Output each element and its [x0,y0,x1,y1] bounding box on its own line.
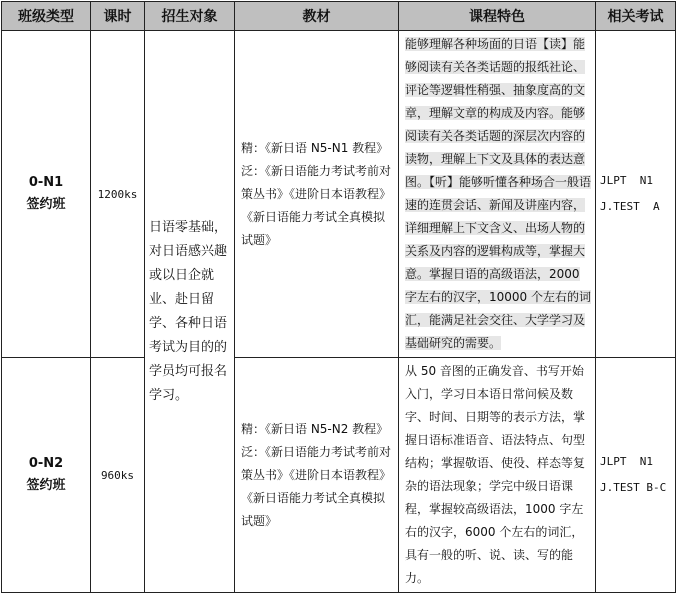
features-text: 从 50 音图的正确发音、书写开始入门，学习日本语日常问候及数字、时间、日期等的表示方法，掌握日语标准语音、语法特点、句型结构；掌握敬语、使役、样态等复杂的语法现象；学完中级日语课程，掌握较高级语法，1000 字左右的汉字，6000 个左右的词汇，具有一般的听、说、读、写的能力。 [405,364,586,585]
class-type-cell [2,31,91,358]
textbook-cell: 精：《新日语 N5-N2 教程》泛：《新日语能力考试考前对策丛书》《进阶日本语教程》《新日语能力考试全真模拟试题》 [235,358,399,593]
table-row [2,358,676,593]
header-features: 课程特色 [399,2,596,31]
hours-cell: 1200ks [91,31,145,358]
exam-line: J.TEST A [600,200,660,213]
class-type-label: 签约班 [26,478,66,493]
features-text: 能够理解各种场面的日语【读】能够阅读有关各类话题的报纸社论、评论等逻辑性稍强、抽象度高的文章，理解文章的构成及内容。能够阅读有关各类话题的深层次内容的读物，理解上下文及具体的表达意图。【听】能够听懂各种场合一般语速的连贯会话、新闻及讲座内容，详细理解上下文含义、出场人物的关系及内容的逻辑构成等，掌握大意。掌握日语的高级语法，2000 字左右的汉字，10000 个左右的词汇，能满足社会交往、大学学习及基础研究的需要。 [405,37,592,350]
table-row [2,31,676,358]
exam-line: JLPT N1 [600,174,653,187]
header-row [2,2,676,31]
class-type-cell [2,358,91,593]
features-cell [399,31,596,358]
class-code: 0-N1 [28,175,64,190]
header-textbook: 教材 [235,2,399,31]
exams-cell [596,358,676,593]
class-code: 0-N2 [28,456,64,471]
exam-line: J.TEST B-C [600,481,667,494]
hours-cell: 960ks [91,358,145,593]
exams-cell [596,31,676,358]
textbook-cell: 精：《新日语 N5-N1 教程》泛：《新日语能力考试考前对策丛书》《进阶日本语教程》《新日语能力考试全真模拟试题》 [235,31,399,358]
header-exams: 相关考试 [596,2,676,31]
class-type-label: 签约班 [26,197,66,212]
features-cell [399,358,596,593]
header-class-type: 班级类型 [2,2,91,31]
header-hours: 课时 [91,2,145,31]
target-cell: 日语零基础，对日语感兴趣或以日企就业、赴日留学、各种日语考试为目的的学员均可报名学习。 [145,31,235,593]
course-table [1,1,676,593]
exam-line: JLPT N1 [600,455,653,468]
header-target: 招生对象 [145,2,235,31]
